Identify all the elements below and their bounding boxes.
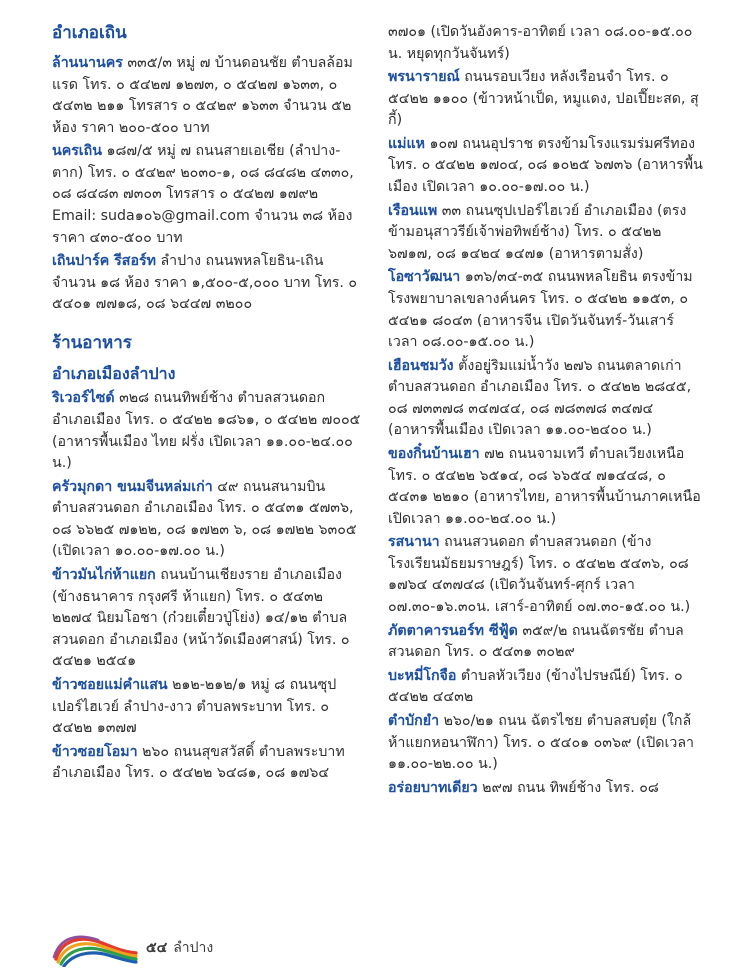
two-column-layout — [52, 22, 709, 902]
list-item — [52, 141, 362, 249]
list-item — [388, 201, 703, 266]
entry-detail: ถนนรอบเวียง หลังเรือนจำ โทร. ๐ ๕๔๒๒ ๑๑๐๐ (ข้าวหน้าเป็ด, หมูแดง, ปอเปี๊ยะสด, สุกี้) — [388, 69, 699, 129]
entry-detail: ลำปาง ถนนพหลโยธิน-เถิน จำนวน ๑๘ ห้อง ราคา ๑,๕๐๐-๕,๐๐๐ บาท โทร. ๐ ๕๔๐๑ ๗๗๑๘, ๐๘ ๖๔๔๗ ๓๒๐๐ — [52, 253, 358, 313]
list-item — [52, 477, 362, 563]
subsection-heading-mueang-lampang: อำเภอเมืองลำปาง — [52, 363, 176, 383]
entry-detail: ๓๓ ถนนซุปเปอร์ไฮเวย์ อำเภอเมือง (ตรงข้ามอนุสาวรีย์เจ้าพ่อทิพย์ช้าง) โทร. ๐ ๕๔๒๒ ๖๗๑๗, ๐๘ ๑๔๒๔ ๑๔๗๑ (อาหารตามสั่ง) — [388, 202, 687, 262]
entry-detail: ๒๑๒-๒๑๒/๑ หมู่ ๘ ถนนซุปเปอร์ไฮเวย์ ลำปาง-งาว ตำบลพระบาท โทร. ๐ ๕๔๒๒ ๑๓๗๗ — [52, 676, 337, 737]
list-item — [52, 675, 362, 740]
entry-detail: ๓๓๕/๓ หมู่ ๗ บ้านดอนชัย ตำบลล้อมแรด โทร. ๐ ๕๔๒๗ ๑๒๗๓, ๐ ๕๔๒๗ ๑๖๓๓, ๐ ๕๔๓๒ ๒๑๑ โทรสาร ๐ ๕๔๒๙ ๑๖๓๓ จำนวน ๕๒ ห้อง ราคา ๒๐๐-๕๐๐ บาท — [52, 54, 353, 136]
entry-detail: ถนนสวนดอก ตำบลสวนดอก (ข้างโรงเรียนมัธยมราษฎร์) โทร. ๐ ๕๔๒๒ ๕๔๓๖, ๐๘ ๑๗๖๔ ๔๓๗๔๘ (เปิดวันจันทร์-ศุกร์ เวลา ๐๗.๓๐-๑๖.๓๐น. เสาร์-อาทิตย์ ๐๗.๓๐-๑๕.๐๐ น.) — [388, 534, 691, 616]
list-item — [388, 532, 703, 618]
entry-name: เรือนแพ — [388, 202, 438, 219]
entry-name: โอซาวัฒนา — [388, 269, 461, 286]
entry-name: ครัวมุกดา ขนมจีนหล่มเก่า — [52, 478, 213, 495]
entry-name: ภัตตาคารนอร์ท ซีฟู้ด — [388, 622, 518, 639]
entry-detail: ตำบลหัวเวียง (ข้างไปรษณีย์) โทร. ๐ ๕๔๒๒ ๔๔๓๒ — [388, 667, 683, 706]
list-item — [388, 356, 703, 442]
list-item — [52, 53, 362, 139]
list-item — [52, 565, 362, 673]
tourism-logo-icon — [52, 933, 138, 967]
list-item — [388, 711, 703, 776]
right-column — [388, 22, 703, 902]
list-item — [388, 67, 703, 132]
footer-province-label: ลำปาง — [173, 940, 214, 956]
page-number: ๕๔ — [146, 940, 168, 956]
list-item — [388, 134, 703, 199]
entry-detail: ๑๓๖/๓๔-๓๕ ถนนพหลโยธิน ตรงข้ามโรงพยาบาลเขลางค์นคร โทร. ๐ ๕๔๒๒ ๑๑๕๓, ๐ ๕๔๒๑ ๘๐๔๓ (อาหารจีน เปิดวันจันทร์-วันเสาร์ เวลา ๐๘.๐๐-๑๕.๐๐ น.) — [388, 269, 693, 351]
left-column — [52, 22, 362, 902]
section-heading-thoen: อำเภอเถิน — [52, 23, 127, 43]
page-footer — [52, 933, 213, 961]
entry-name: ข้าวซอยโอมา — [52, 743, 138, 760]
entry-detail: ตั้งอยู่ริมแม่น้ำวัง ๒๗๖ ถนนตลาดเก่า ตำบลสวนดอก อำเภอเมือง โทร. ๐ ๕๔๒๒ ๒๘๔๕, ๐๘ ๗๓๓๗๘ ๓๔๗๔๔, ๐๘ ๗๘๓๗๘ ๓๔๗๔ (อาหารพื้นเมือง เปิดเวลา ๑๑.๐๐-๒๔๐๐ น.) — [388, 357, 692, 439]
entry-detail: ๒๖๐/๒๑ ถนน ฉัตรไชย ตำบลสบตุ๋ย (ใกล้ห้าแยกหอนาฬิกา) โทร. ๐ ๕๔๐๑ ๐๓๖๙ (เปิดเวลา ๑๑.๐๐-๒๒.๐๐ น.) — [388, 712, 694, 773]
entry-name: ข้าวซอยแม่คำแสน — [52, 676, 168, 693]
entry-detail: ๒๙๗ ถนน ทิพย์ช้าง โทร. ๐๘ — [477, 779, 659, 796]
entry-detail: ๓๕๙/๒ ถนนฉัตรชัย ตำบลสวนดอก โทร. ๐ ๕๔๓๑ ๓๐๒๙ — [388, 622, 684, 661]
entry-name: แม่แห — [388, 135, 425, 152]
list-item — [388, 666, 703, 709]
entry-name: ตำบักยำ — [388, 712, 440, 729]
entry-name: ของกิ๋นบ้านเฮา — [388, 445, 480, 462]
entry-name: ข้าวมันไก่ห้าแยก — [52, 567, 156, 584]
entry-detail: ๔๙ ถนนสนามบิน ตำบลสวนดอก อำเภอเมือง โทร. ๐ ๕๔๓๑ ๕๗๓๖, ๐๘ ๖๖๒๕ ๗๑๒๒, ๐๘ ๑๗๒๓ ๖, ๐๘ ๑๗๒๒ ๖๓๐๕ (เปิดเวลา ๑๐.๐๐-๑๗.๐๐ น.) — [52, 478, 357, 560]
list-item — [52, 742, 362, 785]
list-item — [52, 251, 362, 316]
entry-name: อร่อยบาทเดียว — [388, 779, 478, 796]
entry-detail: ๑๐๗ ถนนอุปราช ตรงข้ามโรงแรมร่มศรีทอง โทร. ๐ ๕๔๒๒ ๑๗๐๔, ๐๘ ๑๐๒๕ ๖๗๓๖ (อาหารพื้นเมือง เปิดเวลา ๑๐.๐๐-๑๗.๐๐ น.) — [388, 135, 703, 196]
entry-name: ล้านนานคร — [52, 54, 123, 71]
entry-detail: ถนนบ้านเชียงราย อำเภอเมือง (ข้างธนาคาร กรุงศรี ห้าแยก) โทร. ๐ ๕๔๓๒ ๒๒๗๔ นิยมโอชา (ก๋วยเตี๋ยวปู่โย่ง) ๑๔/๑๒ ตำบลสวนดอก อำเภอเมือง (หน้าวัดเมืองศาสน์) โทร. ๐ ๕๔๒๑ ๒๕๔๑ — [52, 567, 350, 670]
list-item — [388, 444, 703, 530]
entry-detail: ๒๖๐ ถนนสุขสวัสดิ์ ตำบลพระบาท อำเภอเมือง โทร. ๐ ๕๔๒๒ ๖๔๘๑, ๐๘ ๑๗๖๔ — [52, 743, 345, 782]
entry-name: เฮือนชมวัง — [388, 357, 454, 374]
footer-text — [146, 937, 213, 961]
entry-name: บะหมี่โกจือ — [388, 667, 457, 684]
entry-name: เถินปาร์ค รีสอร์ท — [52, 253, 156, 270]
entry-name: นครเถิน — [52, 143, 102, 160]
entry-name: รสนานา — [388, 534, 440, 551]
list-item — [388, 267, 703, 353]
entry-name: ริเวอร์ไซด์ — [52, 390, 115, 407]
list-item — [388, 621, 703, 664]
list-item — [388, 778, 703, 800]
entry-detail: ๑๘๗/๕ หมู่ ๗ ถนนสายเอเชีย (ลำปาง-ตาก) โทร. ๐ ๕๔๒๙ ๒๐๓๐-๑, ๐๘ ๘๔๘๒ ๔๓๓๐, ๐๘ ๘๔๘๓ ๗๓๐๓ โทรสาร ๐ ๕๔๒๗ ๑๗๙๒ Email: suda๑๐๖@gmail.com จำนวน ๓๘ ห้อง ราคา ๔๓๐-๕๐๐ บาท — [52, 143, 354, 246]
entry-detail: ๗๒ ถนนจามเทวี ตำบลเวียงเหนือ โทร. ๐ ๕๔๒๒ ๖๕๑๔, ๐๘ ๖๖๕๔ ๗๑๔๔๘, ๐ ๕๔๓๑ ๒๒๑๐ (อาหารไทย, อาหารพื้นบ้านภาคเหนือ เปิดเวลา ๑๑.๐๐-๒๔.๐๐ น.) — [388, 445, 701, 527]
continued-paragraph: ๓๗๐๑ (เปิดวันอังคาร-อาทิตย์ เวลา ๐๘.๐๐-๑๕.๐๐ น. หยุดทุกวันจันทร์) — [388, 24, 693, 62]
entry-name: พรนารายณ์ — [388, 69, 460, 86]
list-item — [52, 388, 362, 474]
entry-detail: ๓๒๘ ถนนทิพย์ช้าง ตำบลสวนดอก อำเภอเมือง โทร. ๐ ๕๔๒๒ ๑๘๖๑, ๐ ๕๔๒๒ ๗๐๐๕ (อาหารพื้นเมือง ไทย ฝรั่ง เปิดเวลา ๑๑.๐๐-๒๔.๐๐ น.) — [52, 390, 361, 472]
spacer — [52, 318, 362, 332]
section-heading-restaurants: ร้านอาหาร — [52, 332, 132, 353]
